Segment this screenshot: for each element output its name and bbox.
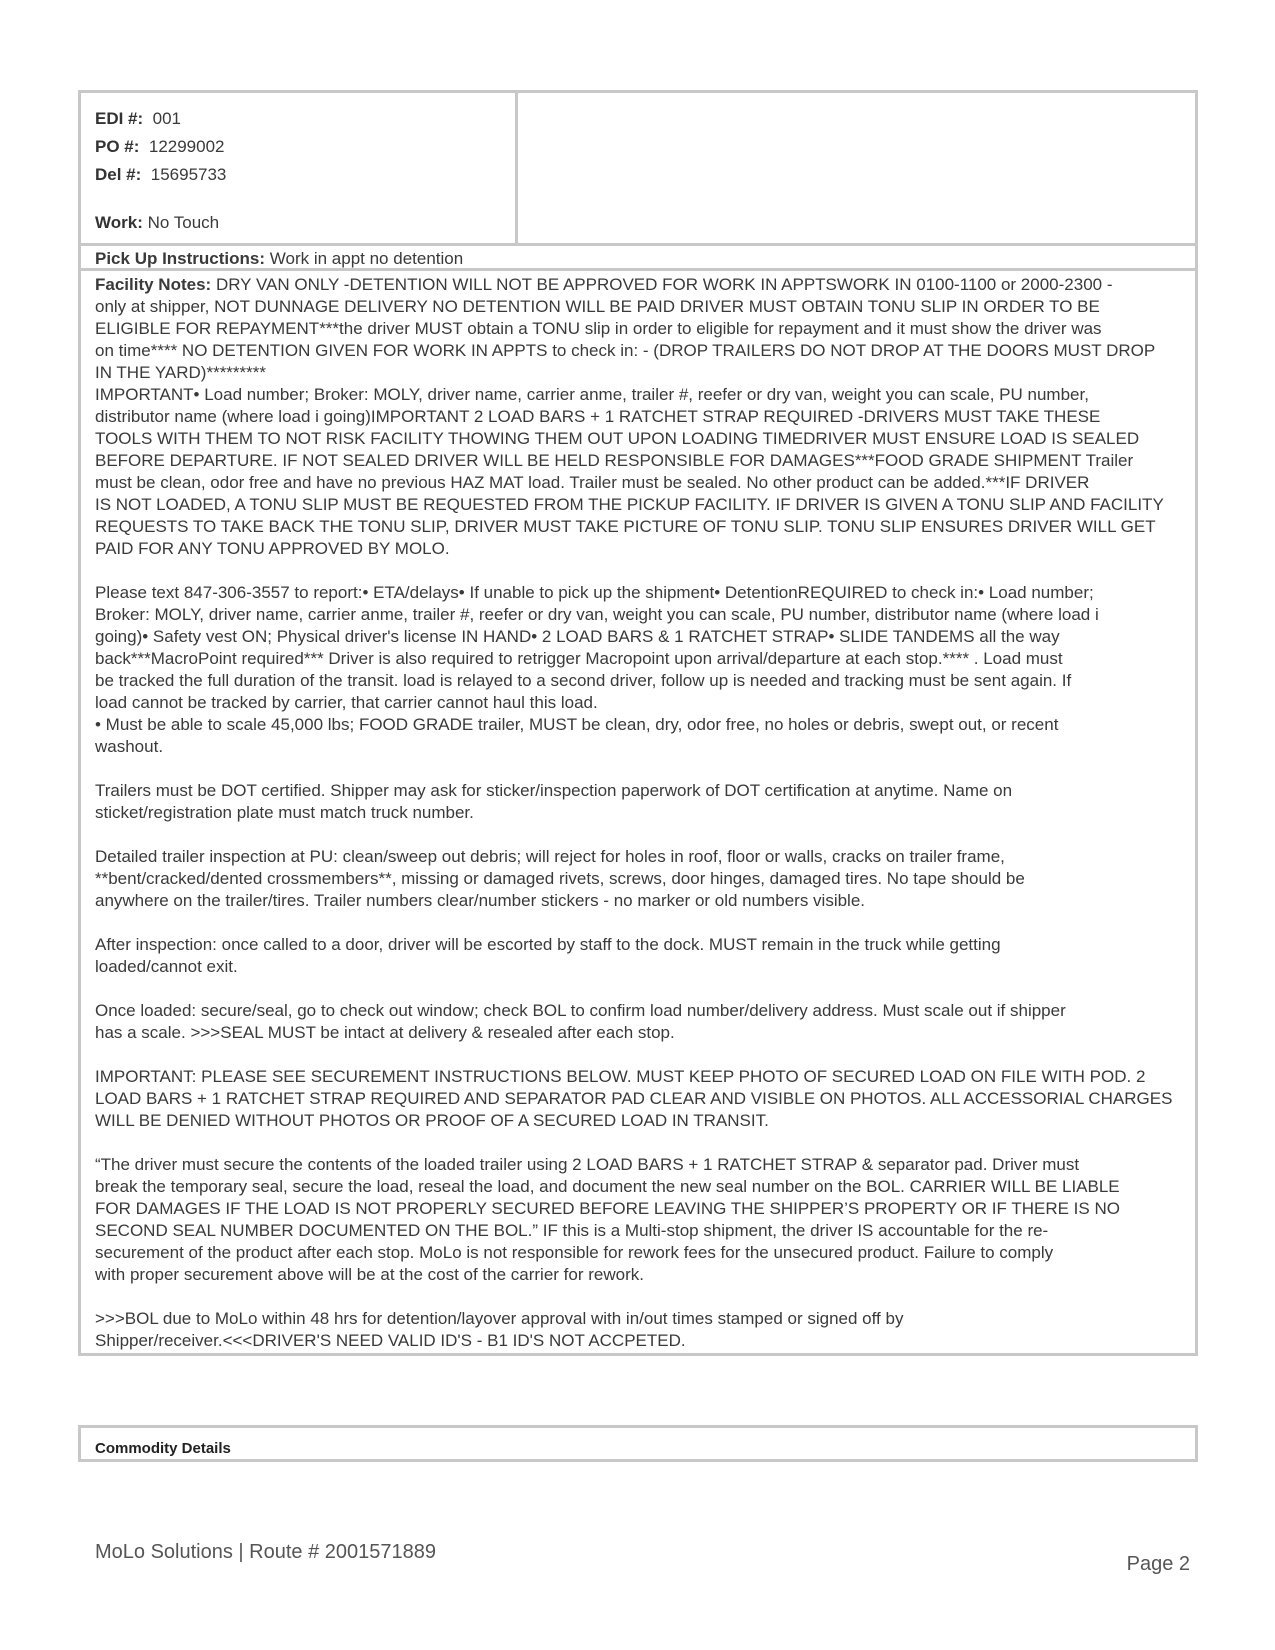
del-label: Del #: <box>95 165 142 184</box>
del-value: 15695733 <box>150 165 227 184</box>
reference-box <box>78 90 1198 246</box>
facility-para-1 <box>95 274 1193 560</box>
del-row <box>95 161 515 189</box>
work-value: No Touch <box>147 213 220 232</box>
page-number: Page 2 <box>1126 1553 1190 1575</box>
facility-para-2: Please text 847-306-3557 to report:• ETA/delays• If unable to pick up the shipment• DetentionREQUIRED to check in:• Load number; Broker: MOLY, driver name, carrier anme, trailer #, reefer or dry van, weight you can scale, PU number, distributor name (where load i going)• Safety vest ON; Physical driver's license IN HAND• 2 LOAD BARS & 1 RATCHET STRAP• SLIDE TANDEMS all the way back***MacroPoint required*** Driver is also required to retrigger Macropoint upon arrival/departure at each stop.**** . Load must be tracked the full duration of the transit. load is relayed to a second driver, follow up is needed and tracking must be sent again. If load cannot be tracked by carrier, that carrier cannot haul this load. • Must be able to scale 45,000 lbs; FOOD GRADE trailer, MUST be clean, dry, odor free, no holes or debris, swept out, or recent washout. <box>95 583 1099 756</box>
commodity-label: Commodity Details <box>95 1440 231 1457</box>
facility-label: Facility Notes: <box>95 275 212 294</box>
spacer <box>95 824 1193 846</box>
spacer <box>95 1044 1193 1066</box>
facility-para-4: Detailed trailer inspection at PU: clean/sweep out debris; will reject for holes in roof, floor or walls, cracks on trailer frame, **bent/cracked/dented crossmembers**, missing or damaged rivets, screws, door hinges, damaged tires. No tape should be anywhere on the trailer/tires. Trailer numbers clear/number stickers - no marker or old numbers visible. <box>95 847 1025 910</box>
pickup-instructions <box>78 243 1198 271</box>
facility-text-1: DRY VAN ONLY -DETENTION WILL NOT BE APPROVED FOR WORK IN APPTSWORK IN 0100-1100 or 2000-2300 - only at shipper, NOT DUNNAGE DELIVERY NO DETENTION WILL BE PAID DRIVER MUST OBTAIN TONU SLIP IN ORDER TO BE ELIGIBLE FOR REPAYMENT***the driver MUST obtain a TONU slip in order to eligible for repayment and it must show the driver was on time**** NO DETENTION GIVEN FOR WORK IN APPTS to check in: - (DROP TRAILERS DO NOT DROP AT THE DOORS MUST DROP IN THE YARD)********* IMPORTANT• Load number; Broker: MOLY, driver name, carrier anme, trailer #, reefer or dry van, weight you can scale, PU number, distributor name (where load i going)IMPORTANT 2 LOAD BARS + 1 RATCHET STRAP REQUIRED -DRIVERS MUST TAKE THESE TOOLS WITH THEM TO NOT RISK FACILITY THOWING THEM OUT UPON LOADING TIMEDRIVER MUST ENSURE LOAD IS SEALED BEFORE DEPARTURE. IF NOT SEALED DRIVER WILL BE HELD RESPONSIBLE FOR DAMAGES***FOOD GRADE SHIPMENT Trailer must be clean, odor free and have no previous HAZ MAT load. Trailer must be sealed. No other product can be added.***IF DRIVER IS NOT LOADED, A TONU SLIP MUST BE REQUESTED FROM THE PICKUP FACILITY. IF DRIVER IS GIVEN A TONU SLIP AND FACILITY REQUESTS TO TAKE BACK THE TONU SLIP, DRIVER MUST TAKE PICTURE OF TONU SLIP. TONU SLIP ENSURES DRIVER WILL GET PAID FOR ANY TONU APPROVED BY MOLO. <box>95 275 1164 558</box>
po-row <box>95 133 515 161</box>
pickup-value: Work in appt no detention <box>269 249 464 268</box>
pickup-label: Pick Up Instructions: <box>95 249 266 268</box>
facility-notes <box>78 268 1198 1356</box>
facility-para-6: Once loaded: secure/seal, go to check out window; check BOL to confirm load number/delivery address. Must scale out if shipper has a scale. >>>SEAL MUST be intact at delivery & resealed after each stop. <box>95 1001 1066 1042</box>
facility-para-3: Trailers must be DOT certified. Shipper may ask for sticker/inspection paperwork of DOT certification at anytime. Name on sticket/registration plate must match truck number. <box>95 781 1013 822</box>
spacer <box>95 978 1193 1000</box>
reference-numbers <box>81 93 518 243</box>
reference-right-cell <box>518 93 1195 243</box>
po-value: 12299002 <box>148 137 225 156</box>
facility-para-5: After inspection: once called to a door, driver will be escorted by staff to the dock. MUST remain in the truck while getting loaded/cannot exit. <box>95 935 1001 976</box>
spacer <box>95 1132 1193 1154</box>
spacer <box>95 1286 1193 1308</box>
edi-label: EDI #: <box>95 109 144 128</box>
commodity-details-header <box>78 1425 1198 1462</box>
po-label: PO #: <box>95 137 140 156</box>
work-row <box>95 209 515 237</box>
facility-para-8: “The driver must secure the contents of the loaded trailer using 2 LOAD BARS + 1 RATCHET STRAP & separator pad. Driver must break the temporary seal, secure the load, reseal the load, and document the new seal number on the BOL. CARRIER WILL BE LIABLE FOR DAMAGES IF THE LOAD IS NOT PROPERLY SECURED BEFORE LEAVING THE SHIPPER’S PROPERTY OR IF THERE IS NO SECOND SEAL NUMBER DOCUMENTED ON THE BOL.” IF this is a Multi-stop shipment, the driver IS accountable for the re- securement of the product after each stop. MoLo is not responsible for rework fees for the unsecured product. Failure to comply with proper securement above will be at the cost of the carrier for rework. <box>95 1155 1120 1284</box>
edi-value: 001 <box>152 109 182 128</box>
work-label: Work: <box>95 213 143 232</box>
edi-row <box>95 105 515 133</box>
spacer <box>95 560 1193 582</box>
spacer <box>95 912 1193 934</box>
facility-para-9: >>>BOL due to MoLo within 48 hrs for detention/layover approval with in/out times stamped or signed off by Shipper/receiver.<<<DRIVER'S NEED VALID ID'S - B1 ID'S NOT ACCPETED. <box>95 1309 904 1350</box>
spacer <box>95 189 515 209</box>
facility-para-7: IMPORTANT: PLEASE SEE SECUREMENT INSTRUCTIONS BELOW. MUST KEEP PHOTO OF SECURED LOAD ON FILE WITH POD. 2 LOAD BARS + 1 RATCHET STRAP REQUIRED AND SEPARATOR PAD CLEAR AND VISIBLE ON PHOTOS. ALL ACCESSORIAL CHARGES WILL BE DENIED WITHOUT PHOTOS OR PROOF OF A SECURED LOAD IN TRANSIT. <box>95 1067 1173 1130</box>
footer-route: MoLo Solutions | Route # 2001571889 <box>95 1541 437 1563</box>
spacer <box>95 758 1193 780</box>
